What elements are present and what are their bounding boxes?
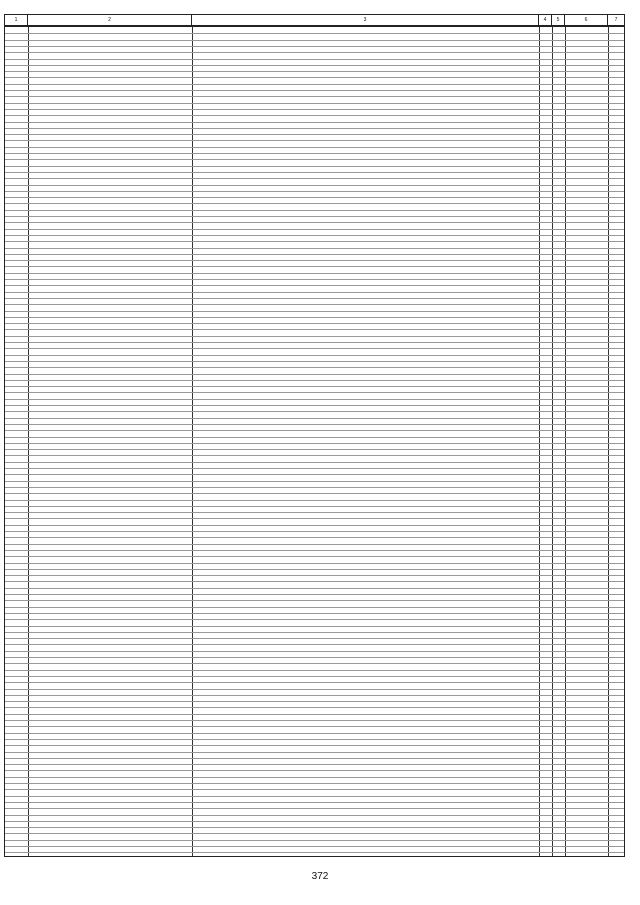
row-divider: [5, 689, 624, 690]
row-divider: [5, 474, 624, 475]
row-divider: [5, 248, 624, 249]
row-divider: [5, 122, 624, 123]
row-divider: [5, 770, 624, 771]
header-col-3: 3: [192, 15, 539, 25]
row-divider: [5, 159, 624, 160]
row-divider: [5, 185, 624, 186]
row-divider: [5, 40, 624, 41]
row-divider: [5, 827, 624, 828]
row-divider: [5, 71, 624, 72]
row-divider: [5, 411, 624, 412]
row-divider: [5, 311, 624, 312]
row-divider: [5, 802, 624, 803]
row-divider: [5, 733, 624, 734]
row-divider: [5, 449, 624, 450]
row-divider: [5, 544, 624, 545]
row-divider: [5, 103, 624, 104]
row-divider: [5, 481, 624, 482]
row-divider: [5, 701, 624, 702]
row-divider: [5, 229, 624, 230]
row-divider: [5, 840, 624, 841]
row-divider: [5, 638, 624, 639]
row-divider: [5, 84, 624, 85]
row-divider: [5, 285, 624, 286]
row-divider: [5, 191, 624, 192]
row-divider: [5, 153, 624, 154]
row-divider: [5, 279, 624, 280]
row-divider: [5, 109, 624, 110]
row-divider: [5, 273, 624, 274]
header-col-5: 5: [552, 15, 565, 25]
row-divider: [5, 197, 624, 198]
row-divider: [5, 65, 624, 66]
row-divider: [5, 317, 624, 318]
row-divider: [5, 745, 624, 746]
row-divider: [5, 670, 624, 671]
row-divider: [5, 147, 624, 148]
row-divider: [5, 487, 624, 488]
header-col-2: 2: [28, 15, 192, 25]
row-divider: [5, 651, 624, 652]
row-divider: [5, 468, 624, 469]
row-divider: [5, 336, 624, 337]
row-divider: [5, 59, 624, 60]
header-col-1: 1: [5, 15, 28, 25]
row-divider: [5, 588, 624, 589]
row-divider: [5, 644, 624, 645]
register-table: [4, 26, 625, 857]
row-divider: [5, 531, 624, 532]
row-divider: [5, 386, 624, 387]
row-divider: [5, 663, 624, 664]
row-divider: [5, 260, 624, 261]
row-divider: [5, 367, 624, 368]
row-divider: [5, 739, 624, 740]
page-number: 372: [311, 871, 329, 882]
table-header: [4, 14, 625, 26]
row-divider: [5, 437, 624, 438]
row-divider: [5, 134, 624, 135]
row-divider: [5, 777, 624, 778]
row-divider: [5, 443, 624, 444]
row-divider: [5, 128, 624, 129]
row-divider: [5, 210, 624, 211]
row-divider: [5, 266, 624, 267]
row-divider: [5, 726, 624, 727]
row-divider: [5, 626, 624, 627]
row-divider: [5, 796, 624, 797]
row-divider: [5, 707, 624, 708]
row-divider: [5, 203, 624, 204]
row-divider: [5, 607, 624, 608]
row-divider: [5, 518, 624, 519]
row-divider: [5, 33, 624, 34]
row-divider: [5, 342, 624, 343]
row-divider: [5, 348, 624, 349]
row-divider: [5, 292, 624, 293]
row-divider: [5, 399, 624, 400]
row-divider: [5, 216, 624, 217]
row-divider: [5, 569, 624, 570]
row-divider: [5, 374, 624, 375]
row-divider: [5, 632, 624, 633]
row-divider: [5, 235, 624, 236]
row-divider: [5, 833, 624, 834]
row-divider: [5, 657, 624, 658]
row-divider: [5, 714, 624, 715]
row-divider: [5, 758, 624, 759]
header-col-7: 7: [614, 17, 618, 23]
row-divider: [5, 90, 624, 91]
row-divider: [5, 323, 624, 324]
row-divider: [5, 298, 624, 299]
row-divider: [5, 500, 624, 501]
row-divider: [5, 304, 624, 305]
row-divider: [5, 254, 624, 255]
row-divider: [5, 462, 624, 463]
row-divider: [5, 808, 624, 809]
row-divider: [5, 355, 624, 356]
row-divider: [5, 821, 624, 822]
row-divider: [5, 550, 624, 551]
row-divider: [5, 619, 624, 620]
row-divider: [5, 392, 624, 393]
row-divider: [5, 361, 624, 362]
row-divider: [5, 166, 624, 167]
row-divider: [5, 222, 624, 223]
row-divider: [5, 537, 624, 538]
row-divider: [5, 380, 624, 381]
row-divider: [5, 525, 624, 526]
row-divider: [5, 329, 624, 330]
header-col-6: 6: [565, 15, 608, 25]
row-divider: [5, 115, 624, 116]
row-divider: [5, 52, 624, 53]
row-divider: [5, 178, 624, 179]
row-divider: [5, 77, 624, 78]
row-divider: [5, 46, 624, 47]
row-divider: [5, 752, 624, 753]
row-divider: [5, 455, 624, 456]
row-divider: [5, 424, 624, 425]
row-divider: [5, 676, 624, 677]
row-divider: [5, 405, 624, 406]
row-divider: [5, 695, 624, 696]
row-divider: [5, 581, 624, 582]
row-divider: [5, 96, 624, 97]
row-divider: [5, 852, 624, 853]
row-divider: [5, 493, 624, 494]
row-divider: [5, 241, 624, 242]
row-divider: [5, 418, 624, 419]
row-divider: [5, 563, 624, 564]
header-col-4: 4: [539, 15, 552, 25]
row-divider: [5, 783, 624, 784]
row-divider: [5, 764, 624, 765]
row-divider: [5, 512, 624, 513]
row-divider: [5, 140, 624, 141]
row-divider: [5, 430, 624, 431]
row-divider: [5, 720, 624, 721]
row-divider: [5, 682, 624, 683]
row-divider: [5, 556, 624, 557]
row-divider: [5, 594, 624, 595]
row-divider: [5, 789, 624, 790]
row-divider: [5, 506, 624, 507]
row-divider: [5, 172, 624, 173]
row-divider: [5, 613, 624, 614]
row-divider: [5, 846, 624, 847]
row-divider: [5, 575, 624, 576]
row-divider: [5, 815, 624, 816]
row-divider: [5, 600, 624, 601]
